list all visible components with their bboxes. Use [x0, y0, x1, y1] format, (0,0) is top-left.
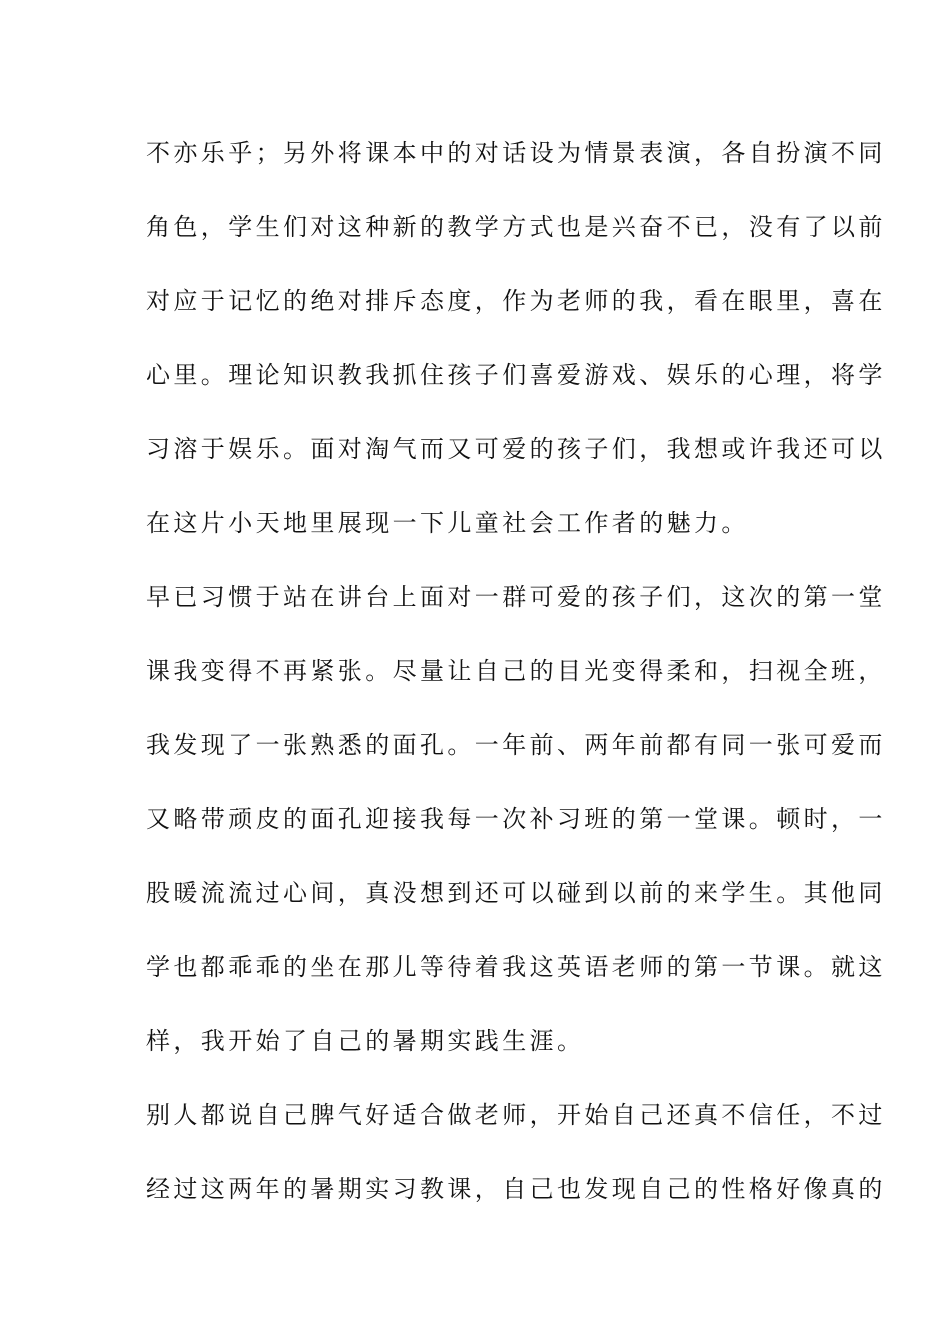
text-line: 课我变得不再紧张。尽量让自己的目光变得柔和，扫视全班，: [146, 657, 886, 685]
text-line: 样，我开始了自己的暑期实践生涯。: [146, 1027, 585, 1055]
text-line: 早已习惯于站在讲台上面对一群可爱的孩子们，这次的第一堂: [146, 583, 886, 611]
text-line: 股暖流流过心间，真没想到还可以碰到以前的来学生。其他同: [146, 879, 886, 907]
text-line: 习溶于娱乐。面对淘气而又可爱的孩子们，我想或许我还可以: [146, 435, 886, 463]
text-line: 角色，学生们对这种新的教学方式也是兴奋不已，没有了以前: [146, 213, 886, 241]
text-line: 在这片小天地里展现一下儿童社会工作者的魅力。: [146, 509, 749, 537]
text-line: 经过这两年的暑期实习教课，自己也发现自己的性格好像真的: [146, 1175, 886, 1203]
text-line: 又略带顽皮的面孔迎接我每一次补习班的第一堂课。顿时，一: [146, 805, 886, 833]
text-line: 对应于记忆的绝对排斥态度，作为老师的我，看在眼里，喜在: [146, 287, 886, 315]
text-line: 不亦乐乎；另外将课本中的对话设为情景表演，各自扮演不同: [146, 139, 886, 167]
text-line: 学也都乖乖的坐在那儿等待着我这英语老师的第一节课。就这: [146, 953, 886, 981]
text-line: 别人都说自己脾气好适合做老师，开始自己还真不信任，不过: [146, 1101, 886, 1129]
text-line: 心里。理论知识教我抓住孩子们喜爱游戏、娱乐的心理，将学: [146, 361, 886, 389]
text-line: 我发现了一张熟悉的面孔。一年前、两年前都有同一张可爱而: [146, 731, 886, 759]
